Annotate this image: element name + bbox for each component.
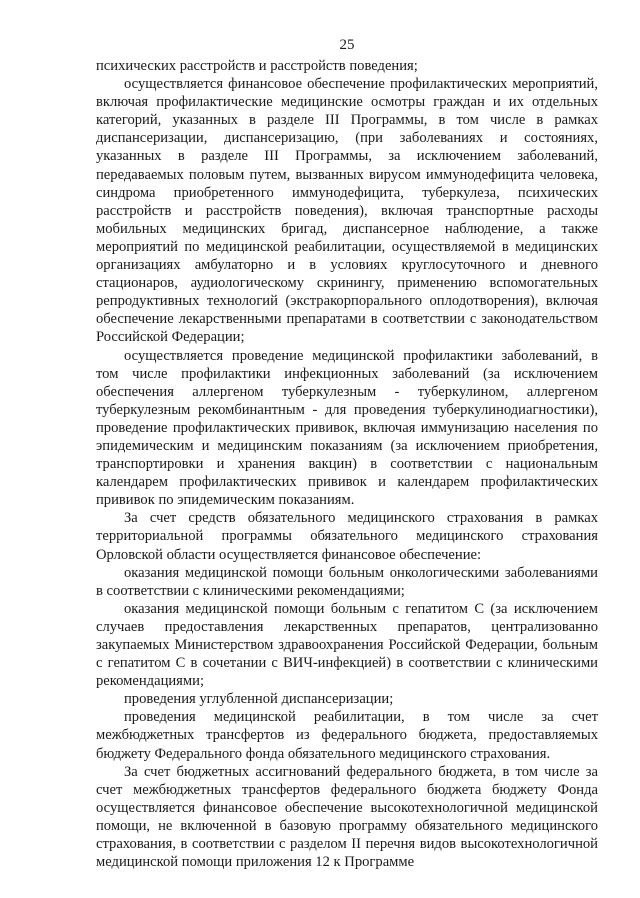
paragraph-3: осуществляется проведение медицинской профилактики заболеваний, в том числе профилактики инфекционных заболеваний (за исключением обеспечения аллергеном туберкулезным - туберкулином, аллергеном туберкулезным рекомбинантным - для проведения туберкулинодиагностики), проведение профилактических прививок, включая иммунизацию населения по эпидемическим и медицинским показаниям (за исключением приобретения, транспортировки и хранения вакцин) в соответствии с национальным календарем профилактических прививок и календарем профилактических прививок по эпидемическим показаниям. [96, 347, 598, 509]
paragraph-1: психических расстройств и расстройств поведения; [96, 58, 418, 74]
paragraph-8: проведения медицинской реабилитации, в том числе за счет межбюджетных трансфертов из федерального бюджета, предоставляемых бюджету Федерального фонда обязательного медицинского страхования. [96, 709, 598, 762]
paragraph-7: проведения углубленной диспансеризации; [124, 691, 394, 708]
paragraph-4: За счет средств обязательного медицинского страхования в рамках территориальной программы обязательного медицинского страхования Орловской области осуществляется финансовое обеспечение: [96, 510, 598, 563]
paragraph-5: оказания медицинской помощи больным онкологическими заболеваниями в соответствии с клиническими рекомендациями; [96, 564, 598, 599]
page-number: 25 [339, 37, 355, 53]
paragraph-6: оказания медицинской помощи больным с гепатитом С (за исключением случаев предоставления лекарственных препаратов, централизованно закупаемых Министерством здравоохранения Российской Федерации, больным с гепатитом С в сочетании с ВИЧ-инфекцией) в соответствии с клиническими рекомендациями; [96, 600, 598, 690]
paragraph-9: За счет бюджетных ассигнований федерального бюджета, в том числе за счет межбюджетных трансфертов федерального бюджета бюджету Фонда осуществляется финансовое обеспечение высокотехнологичной медицинской помощи, не включенной в базовую программу обязательного медицинского страхования, в соответствии с разделом II перечня видов высокотехнологичной медицинской помощи приложения 12 к Программе [96, 763, 598, 871]
paragraph-2: осуществляется финансовое обеспечение профилактических мероприятий, включая профилактические медицинские осмотры граждан и их отдельных категорий, указанных в разделе III Программы, в том числе в рамках диспансеризации, диспансеризацию, (при заболеваниях и состояниях, указанных в разделе III Программы, за исключением заболеваний, передаваемых половым путем, вызванных вирусом иммунодефицита человека, синдрома приобретенного иммунодефицита, туберкулеза, психических расстройств и расстройств поведения), включая транспортные расходы мобильных медицинских бригад, диспансерное наблюдение, а также мероприятий по медицинской реабилитации, осуществляемой в медицинских организациях амбулаторно и в условиях круглосуточного и дневного стационаров, аудиологическому скринингу, применению вспомогательных репродуктивных технологий (экстракорпорального оплодотворения), включая обеспечение лекарственными препаратами в соответствии с законодательством Российской Федерации; [96, 76, 598, 346]
